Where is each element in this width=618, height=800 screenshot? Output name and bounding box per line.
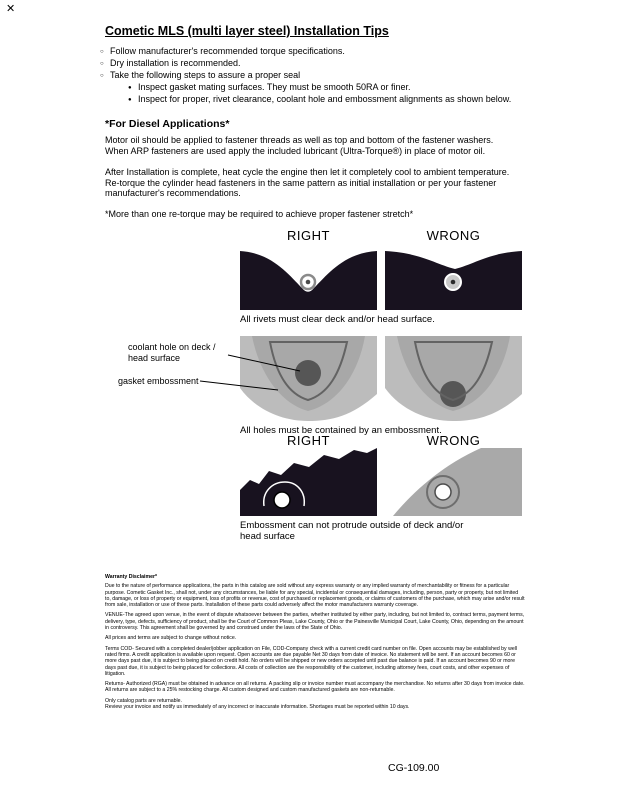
wrong-column-header-1: WRONG [426,228,481,243]
tip-item: ○ Follow manufacturer's recommended torque specifications. [100,45,540,57]
tip-item: ○ Dry installation is recommended. [100,57,540,69]
retorque-note: *More than one re-torque may be required to achieve proper fastener stretch* [105,209,414,219]
embossment-caption: Embossment can not protrude outside of deck and/or head surface [240,520,464,542]
coolant-hole-wrong-diagram [385,336,522,421]
right-column-header-1: RIGHT [287,228,330,243]
wrong-column-header-2: WRONG [426,433,481,448]
diesel-paragraph-1: Motor oil should be applied to fastener threads as well as top and bottom of the fastener washers. When ARP fasteners are used apply the included lubricant (Ultra-Torque®) in place of motor oil. [105,135,494,156]
coolant-hole-label: coolant hole on deck / head surface [128,342,216,363]
tip-sub-item: ● Inspect gasket mating surfaces. They must be smooth 50RA or finer. [128,81,540,93]
diagram-area [0,228,618,558]
legal-paragraph: Due to the nature of performance applications, the parts in this catalog are sold without any express warranty or any implied warranty of merchantability or fitness for a particular purpose. Cometic Gasket Inc., shall not, under any circumstances, be liable for any special, incidental or consequential damages, including, person, party or property, but not limited to, damage, or loss of property or equipment, loss of profits or revenue, cost of purchased or replacement goods, or claims of customers of the purchase, which may arise and/or result from sale, installation or use of these parts. Installation of these parts could adversely affect the motor manufacturers warranty coverage. [105,583,525,609]
warranty-disclaimer-heading: Warranty Disclaimer* [105,574,157,580]
gasket-embossment-label: gasket embossment [118,376,199,386]
corner-registration-mark: ✕ [6,3,16,15]
coolant-hole-right-diagram [240,336,377,421]
holes-caption: All holes must be contained by an embossment. [240,425,442,436]
legal-paragraph: Returns- Authorized (RGA) must be obtained in advance on all returns. A packing slip or invoice number must accompany the merchandise. No returns after 30 days from invoice date. All returns are subject to a 25% restocking charge. All custom designed and custom manufactured gaskets are non-returnable. [105,681,525,694]
tips-sub-list [128,81,540,105]
legal-paragraph: All prices and terms are subject to change without notice. [105,635,237,642]
right-column-header-2: RIGHT [287,433,330,448]
embossment-right-diagram [240,448,377,516]
legal-paragraph: Review your invoice and notify us immediately of any incorrect or inaccurate information. Shortages must be reported within 10 days. [105,704,410,711]
diesel-paragraph-2: After Installation is complete, heat cycle the engine then let it completely cool to ambient temperature. Re-torque the cylinder head fasteners in the same pattern as initial installation or per your fastener manufacturer's recommendations. [105,167,510,198]
diesel-applications-heading: *For Diesel Applications* [105,118,230,130]
page-title: Cometic MLS (multi layer steel) Installation Tips [105,24,389,38]
rivet-clearance-right-diagram [240,244,377,310]
rivet-caption: All rivets must clear deck and/or head surface. [240,314,435,325]
rivet-clearance-wrong-diagram [385,244,522,310]
legal-paragraph: Only catalog parts are returnable. [105,697,182,704]
embossment-wrong-diagram [385,448,522,516]
legal-paragraph: Terms COD- Secured with a completed dealer/jobber application on File, COD-Company check with a current credit card number on file. Open accounts may be established by well rated firms. A credit application is available upon request. Open accounts are due payable Net 30 days from date of invoice. No statement will be sent. If an account becomes 60 or more days past due, it is subject to being placed on credit hold. No orders will be shipped or new orders accepted until past due balance is paid. If an account becomes 90 or more days past due, it is subject to being placed for collections. All costs of collection are the responsibility of the customer, including attorney fees, court costs, and other expenses of litigation. [105,645,518,677]
warranty-disclaimer-section [105,574,525,714]
document-code: CG-109.00 [388,762,440,774]
tip-item [100,69,540,105]
tip-item-text: Take the following steps to assure a proper seal [110,70,301,80]
tip-sub-item: ● Inspect for proper, rivet clearance, coolant hole and embossment alignments as shown below. [128,93,540,105]
legal-paragraph: VENUE-The agreed upon venue, in the event of dispute whatsoever between the parties, whether instituted by either party, including, but not limited to, contract terms, payment terms, delivery, type, defects, sufficiency of product, shall be the Court of Common Pleas, Lake County, Ohio or the Painesville Municipal Court, Lake County, Ohio, depending on the amount in controversy. This agreement shall be governed by and construed under the laws of the State of Ohio. [105,612,525,632]
installation-tips-list [100,45,540,105]
